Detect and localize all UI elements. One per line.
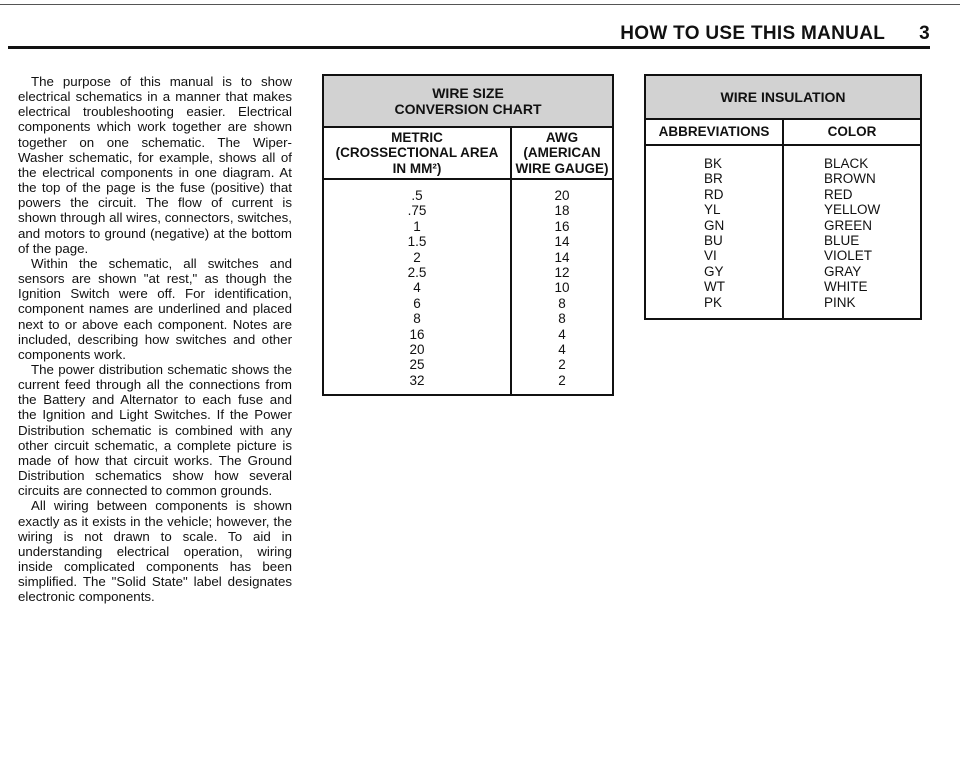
abbreviation-value: BU (704, 233, 723, 249)
awg-value: 8 (558, 311, 566, 327)
metric-value: 8 (413, 311, 421, 327)
paragraph: The purpose of this manual is to show electrical schematics in a manner that makes electrical troubleshooting easier. Electrical components which work together are shown together on one schematic. The Wiper-Washer schematic, for example, shows all of the electrical components in one diagram. At the top of the page is the fuse (positive) that powers the circuit. The flow of current is shown through all wires, connectors, switches, and motors to ground (negative) at the bottom of the page. (18, 74, 292, 256)
abbreviations-column-header: ABBREVIATIONS (645, 119, 783, 145)
metric-value: .75 (407, 203, 427, 219)
color-value: PINK (824, 294, 856, 310)
awg-value: 14 (554, 249, 570, 265)
awg-value: 4 (558, 342, 566, 358)
abbreviation-value: VI (704, 248, 717, 264)
awg-value: 2 (558, 357, 566, 373)
metric-header-line: IN MM²) (392, 160, 442, 176)
abbreviation-value: BK (704, 156, 723, 171)
abbreviation-value: GY (704, 263, 724, 279)
color-value: RED (824, 186, 853, 202)
awg-value: 4 (558, 326, 566, 342)
wire-size-title-line2: CONVERSION CHART (394, 101, 542, 117)
color-value: YELLOW (824, 202, 881, 218)
abbreviation-value: RD (704, 186, 724, 202)
page-header (8, 22, 930, 46)
awg-value: 2 (558, 372, 566, 388)
metric-column-header (323, 127, 511, 179)
top-edge-line (0, 4, 960, 5)
color-values-column (783, 145, 921, 319)
header-rule (8, 46, 930, 49)
wire-size-chart-title (323, 75, 613, 127)
abbreviation-value: GN (704, 217, 725, 233)
metric-header-line: METRIC (391, 129, 443, 145)
abbreviation-value: BR (704, 171, 723, 187)
abbreviation-values-column (645, 145, 783, 319)
color-value: BLACK (824, 156, 869, 171)
wire-size-title-line1: WIRE SIZE (432, 85, 504, 101)
metric-value: .5 (411, 188, 423, 203)
awg-value: 10 (554, 280, 570, 296)
awg-value: 8 (558, 295, 566, 311)
awg-value: 14 (554, 234, 570, 250)
metric-value: 16 (409, 326, 425, 342)
wire-insulation-title: WIRE INSULATION (720, 89, 846, 105)
abbreviation-value: PK (704, 294, 723, 310)
page-title: HOW TO USE THIS MANUAL (620, 23, 886, 44)
wire-size-conversion-chart (322, 74, 614, 396)
awg-value: 18 (554, 203, 570, 219)
abbreviation-value: YL (704, 202, 721, 218)
page-number: 3 (919, 23, 930, 44)
color-column-header: COLOR (783, 119, 921, 145)
awg-values-column (511, 179, 613, 395)
metric-header-line: (CROSSECTIONAL AREA (335, 145, 499, 161)
awg-value: 20 (554, 188, 570, 203)
paragraph: The power distribution schematic shows the current feed through all the connections from the Battery and Alternator to each fuse and the Ignition and Light Switches. If the Power Distribution schematic is combined with any other circuit schematic, a complete picture is made of how that circuit works. The Ground Distribution schematics show how several circuits are connected to common grounds. (18, 361, 292, 499)
metric-value: 2.5 (407, 265, 427, 281)
wire-insulation-chart (644, 74, 922, 320)
awg-header-line: (AMERICAN (523, 145, 601, 161)
metric-value: 6 (413, 295, 421, 311)
wire-insulation-chart-title (645, 75, 921, 119)
metric-value: 25 (409, 357, 425, 373)
metric-value: 1 (413, 218, 421, 234)
metric-value: 1.5 (407, 234, 427, 250)
color-value: BROWN (824, 171, 876, 187)
metric-value: 20 (409, 342, 425, 358)
color-value: BLUE (824, 233, 860, 249)
metric-values-column (323, 179, 511, 395)
color-value: VIOLET (824, 248, 873, 264)
color-value: GREEN (824, 217, 873, 233)
color-value: GRAY (824, 263, 862, 279)
color-value: WHITE (824, 279, 868, 295)
paragraph: All wiring between components is shown exactly as it exists in the vehicle; however, the wiring is not drawn to scale. To aid in understanding electrical operation, wiring inside complicated components has been simplified. The "Solid State" label designates electronic components. (18, 498, 292, 605)
awg-header-line: WIRE GAUGE) (515, 160, 609, 176)
paragraph: Within the schematic, all switches and sensors are shown "at rest," as though the Ignition Switch were off. For identification, component names are underlined and placed next to or above each component. Notes are included, describing how switches and other components work. (18, 255, 292, 362)
awg-header-line: AWG (545, 129, 579, 145)
body-text-column (18, 74, 292, 604)
awg-value: 16 (554, 218, 570, 234)
abbreviation-value: WT (704, 279, 725, 295)
metric-value: 2 (413, 249, 421, 265)
metric-value: 32 (409, 372, 425, 388)
awg-column-header (511, 127, 613, 179)
metric-value: 4 (413, 280, 421, 296)
awg-value: 12 (554, 265, 570, 281)
